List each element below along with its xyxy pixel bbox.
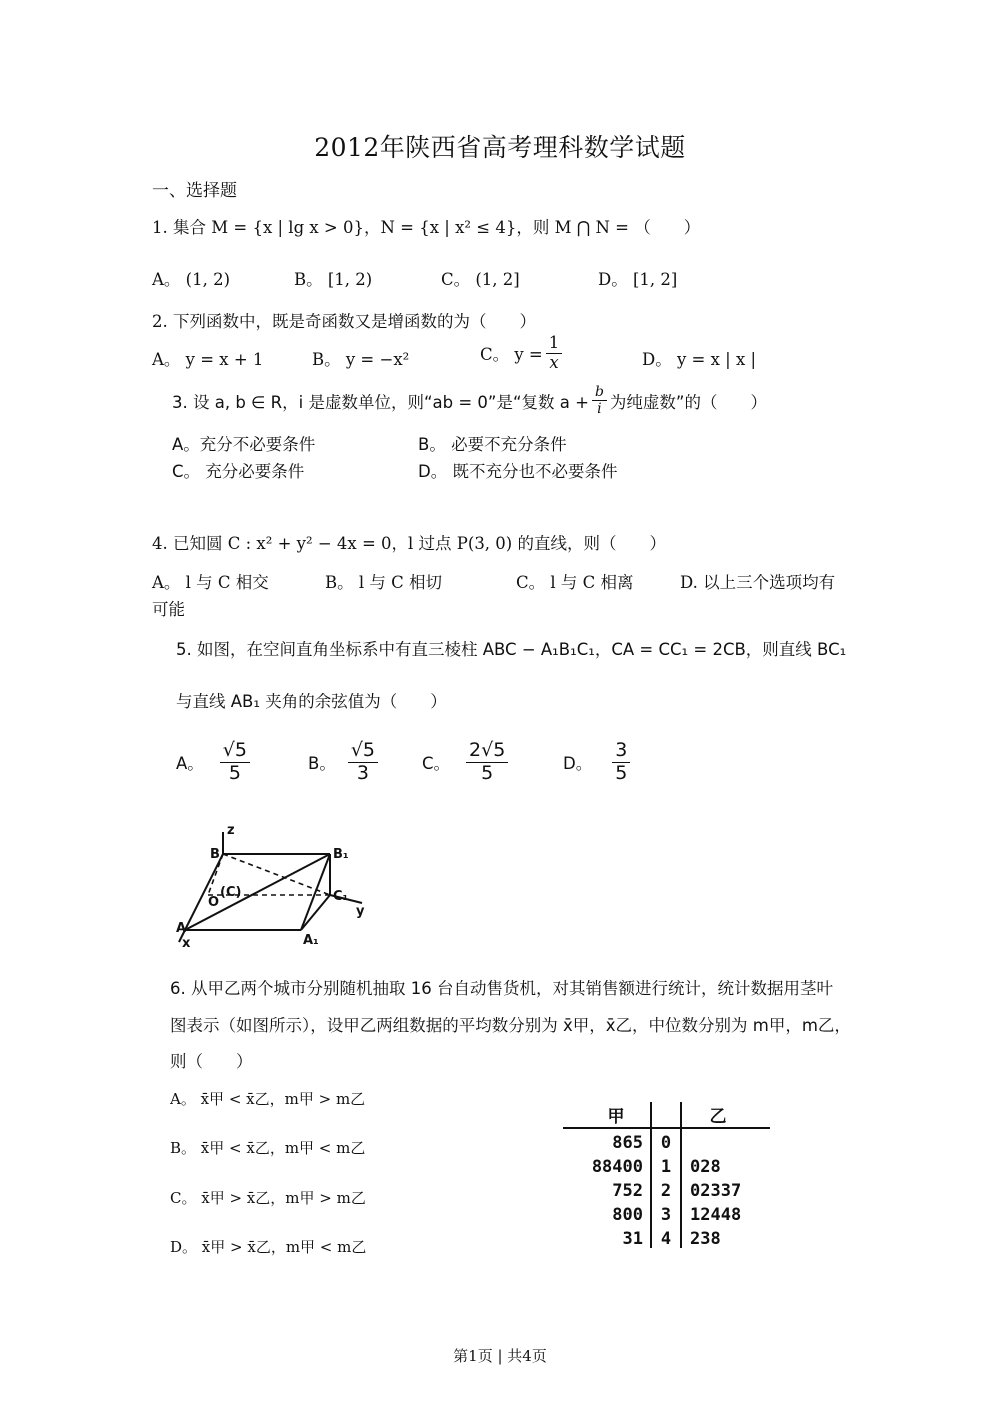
edge-a1-c1 (301, 895, 330, 930)
stem-leaf-table (560, 1100, 780, 1250)
question-3-fraction (592, 384, 607, 417)
section-heading: 一、选择题 (152, 181, 237, 201)
question-3-option-b: B。 必要不充分条件 (418, 435, 567, 454)
question-5-stem-line-2: 与直线 AB₁ 夹角的余弦值为（ ） (176, 692, 447, 711)
question-3-option-a: A。充分不必要条件 (172, 435, 316, 454)
fraction-numerator: b (592, 384, 607, 401)
label-z: z (227, 823, 235, 838)
table-row-left: 752 (612, 1181, 643, 1201)
label-b1: B₁ (333, 847, 349, 862)
fraction-numerator: √5 (348, 740, 378, 763)
label-a1: A₁ (303, 933, 319, 948)
question-6-stem-line-2: 图表示（如图所示），设甲乙两组数据的平均数分别为 x̄甲，x̄乙，中位数分别为 m甲，m乙， (170, 1016, 851, 1035)
question-4-option-d-continued: 可能 (152, 600, 185, 619)
table-head-left: 甲 (607, 1107, 625, 1127)
question-1-stem: 1. 集合 M = {x | lg x > 0}，N = {x | x² ≤ 4}，则 M ⋂ N = （ ） (152, 218, 701, 237)
question-5-option-d (563, 740, 633, 785)
edge-b-a (185, 854, 223, 930)
question-3-stem (172, 384, 767, 417)
option-fraction (348, 740, 378, 785)
option-fraction (612, 740, 630, 785)
fraction-numerator: 1 (546, 334, 563, 354)
line-a-b1 (185, 854, 330, 930)
option-label: A。 (176, 754, 204, 774)
fraction-denominator: 3 (356, 761, 369, 784)
question-3-stem-part-b: 为纯虚数”的（ ） (609, 392, 767, 412)
label-x: x (182, 936, 191, 950)
table-row-right: 12448 (690, 1205, 742, 1225)
label-c: (C) (220, 885, 242, 900)
question-2-option-c-prefix: C。 y = (480, 345, 543, 365)
table-row-left: 800 (612, 1205, 643, 1225)
question-2-option-c-fraction (546, 334, 563, 373)
option-label: B。 (308, 754, 336, 774)
question-6-stem-line-1: 6. 从甲乙两个城市分别随机抽取 16 台自动售货机，对其销售额进行统计，统计数据用茎叶 (170, 979, 833, 998)
question-2-option-a: A。 y = x + 1 (152, 350, 264, 369)
question-4-option-d: D. 以上三个选项均有 (680, 573, 836, 592)
label-c1: C₁ (333, 889, 349, 904)
option-label: C。 (422, 754, 451, 774)
question-6-option-c: C。 x̄甲 > x̄乙，m甲 > m乙 (170, 1189, 366, 1207)
table-row-stem: 2 (660, 1181, 672, 1201)
fraction-numerator: 2√5 (466, 740, 508, 763)
table-head-right: 乙 (709, 1107, 727, 1127)
question-3-option-d: D。 既不充分也不必要条件 (418, 462, 618, 481)
table-row-left: 88400 (591, 1157, 643, 1177)
question-5-option-c (422, 740, 511, 785)
question-2-stem: 2. 下列函数中，既是奇函数又是增函数的为（ ） (152, 312, 536, 331)
label-a: A (176, 921, 187, 936)
label-o: O (208, 895, 220, 910)
question-6-option-d: D。 x̄甲 > x̄乙，m甲 < m乙 (170, 1238, 367, 1256)
question-5-option-b (308, 740, 381, 785)
page-footer: 第1页 | 共4页 (453, 1347, 547, 1365)
question-2-option-c (480, 334, 565, 373)
table-row-stem: 1 (660, 1157, 672, 1177)
fraction-denominator: i (597, 401, 602, 418)
question-1-option-b: B。 [1, 2) (294, 270, 373, 289)
question-1-option-d: D。 [1, 2] (598, 270, 678, 289)
question-2-option-b: B。 y = −x² (312, 350, 410, 369)
table-row-left: 31 (622, 1229, 643, 1249)
option-fraction (220, 740, 250, 785)
question-1-option-a: A。 (1, 2) (152, 270, 231, 289)
option-fraction (466, 740, 508, 785)
fraction-denominator: 5 (228, 761, 241, 784)
table-row-stem: 3 (660, 1205, 672, 1225)
question-6-option-a: A。 x̄甲 < x̄乙，m甲 > m乙 (170, 1090, 366, 1108)
table-row-stem: 0 (660, 1133, 672, 1153)
question-1-option-c: C。 (1, 2] (441, 270, 520, 289)
table-row-left: 865 (612, 1133, 643, 1153)
page-title: 2012年陕西省高考理科数学试题 (314, 133, 686, 162)
question-6-stem-line-3: 则（ ） (170, 1052, 253, 1071)
fraction-denominator: 5 (481, 761, 494, 784)
question-4-stem: 4. 已知圆 C : x² + y² − 4x = 0，l 过点 P(3, 0) 的直线，则（ ） (152, 534, 666, 553)
question-3-stem-part-a: 3. 设 a, b ∈ R，i 是虚数单位，则“ab = 0”是“复数 a + (172, 392, 589, 412)
question-3-option-c: C。 充分必要条件 (172, 462, 305, 481)
question-4-option-c: C。 l 与 C 相离 (516, 573, 634, 592)
table-row-right: 238 (690, 1229, 721, 1249)
fraction-numerator: √5 (220, 740, 250, 763)
label-y: y (356, 904, 365, 919)
fraction-denominator: x (549, 352, 559, 372)
question-2-option-d: D。 y = x | x | (642, 350, 757, 369)
label-b: B (210, 847, 220, 862)
fraction-numerator: 3 (612, 740, 630, 763)
question-4-option-b: B。 l 与 C 相切 (325, 573, 443, 592)
prism-figure (170, 820, 380, 950)
table-row-right: 028 (690, 1157, 721, 1177)
question-5-stem-line-1: 5. 如图，在空间直角坐标系中有直三棱柱 ABC − A₁B₁C₁，CA = CC₁ = 2CB，则直线 BC₁ (176, 640, 847, 659)
fraction-denominator: 5 (615, 761, 628, 784)
table-row-right: 02337 (690, 1181, 742, 1201)
edge-b1-a1 (301, 854, 330, 930)
table-row-stem: 4 (660, 1229, 672, 1249)
question-5-option-a (176, 740, 253, 785)
question-4-option-a: A。 l 与 C 相交 (152, 573, 269, 592)
option-label: D。 (563, 754, 593, 774)
question-6-option-b: B。 x̄甲 < x̄乙，m甲 < m乙 (170, 1139, 366, 1157)
